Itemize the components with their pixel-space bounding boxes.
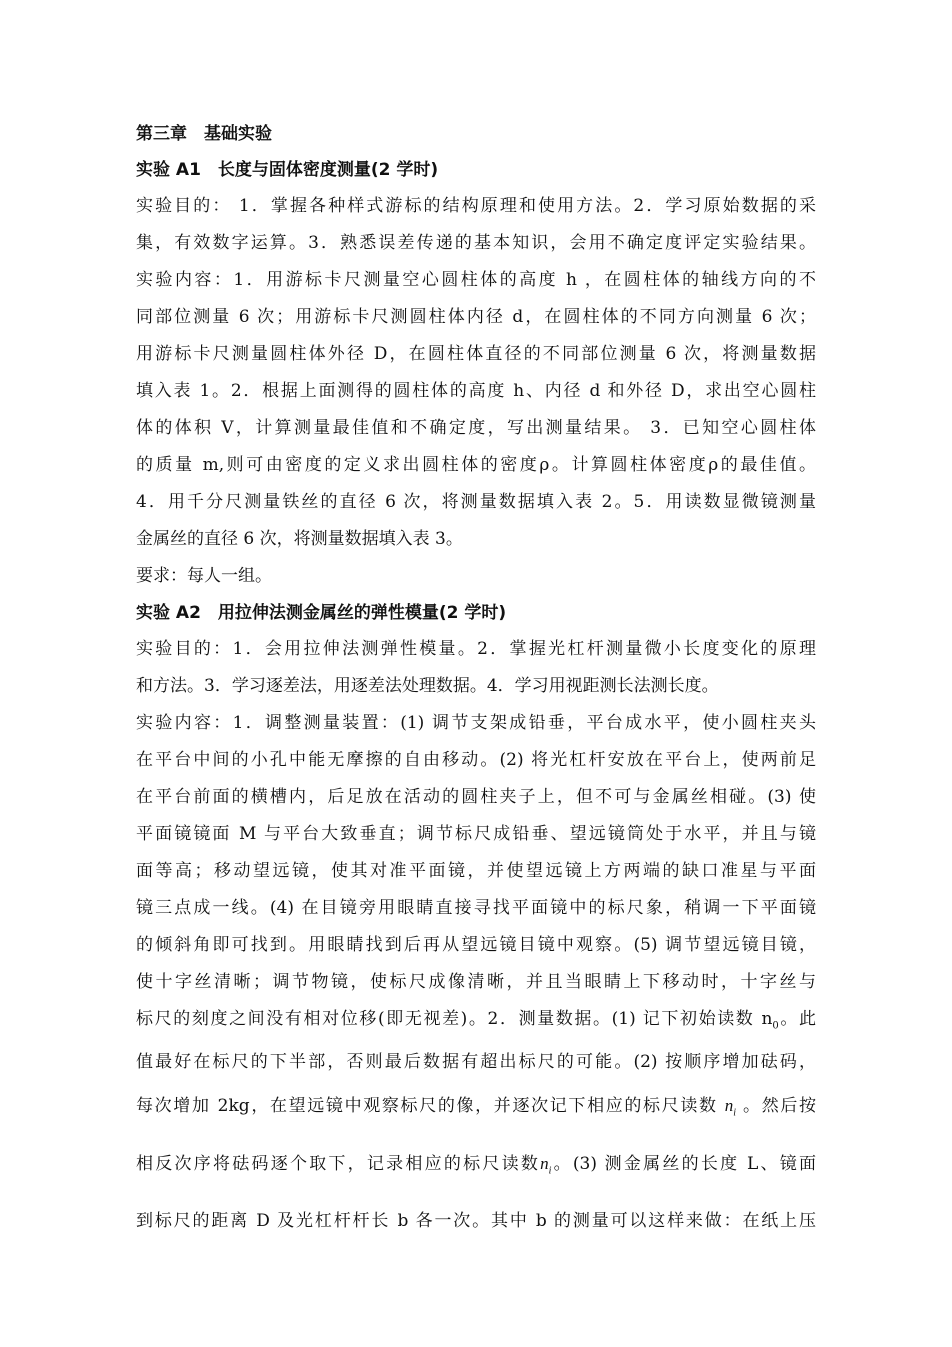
text-line: 的质量 m,则可由密度的定义求出圆柱体的密度ρ。计算圆柱体密度ρ的最佳值。 [136,455,816,475]
text-segment: 标尺的刻度之间没有相对位移(即无视差)。2．测量数据。(1) 记下初始读数 n [136,1009,773,1029]
text-segment: 。然后按 [735,1096,816,1117]
text-line: 填入表 1。2．根据上面测得的圆柱体的高度 h、内径 d 和外径 D，求出空心圆柱 [136,381,816,401]
text-line: 面等高；移动望远镜，使其对准平面镜，并使望远镜上方两端的缺口准星与平面 [136,861,816,881]
section-body-a2 [136,631,816,1246]
subscript-zero: 0 [772,1020,779,1032]
text-line: 值最好在标尺的下半部，否则最后数据有超出标尺的可能。(2) 按顺序增加砝码， [136,1052,816,1073]
text-segment: 相反次序将砝码逐个取下，记录相应的标尺读数 [136,1153,541,1174]
text-line [136,1081,816,1138]
text-line: 金属丝的直径 6 次，将测量数据填入表 3。 [136,529,463,549]
text-line [136,1139,816,1196]
math-subscript: i [733,1107,736,1119]
text-line: 平面镜镜面 M 与平台大致垂直；调节标尺成铅垂、望远镜筒处于水平，并且与镜 [136,824,816,844]
text-line: 实验目的： 1．掌握各种样式游标的结构原理和使用方法。2．学习原始数据的采 [136,196,816,216]
text-segment: 每次增加 2kg，在望远镜中观察标尺的像，并逐次记下相应的标尺读数 [136,1096,718,1117]
text-line: 要求：每人一组。 [136,566,272,586]
text-line: 同部位测量 6 次；用游标卡尺测圆柱体内径 d，在圆柱体的不同方向测量 6 次； [136,307,816,327]
text-line: 实验内容：1．用游标卡尺测量空心圆柱体的高度 h ，在圆柱体的轴线方向的不 [136,270,816,290]
text-segment: 。此 [778,1009,816,1029]
chapter-title: 第三章 基础实验 [136,124,272,144]
document-page [136,116,816,1246]
math-symbol-ni [540,1153,552,1177]
math-symbol-ni [724,1096,736,1119]
math-subscript: i [548,1165,552,1177]
text-line: 镜三点成一线。(4) 在目镜旁用眼睛直接寻找平面镜中的标尺象，稍调一下平面镜 [136,898,816,918]
text-line: 的倾斜角即可找到。用眼睛找到后再从望远镜目镜中观察。(5) 调节望远镜目镜， [136,935,816,955]
text-segment: 。(3) 测金属丝的长度 L、镜面 [551,1153,816,1174]
text-line: 体的体积 V，计算测量最佳值和不确定度，写出测量结果。 3．已知空心圆柱体 [136,418,816,438]
section-title-a2: 实验 A2 用拉伸法测金属丝的弹性模量(2 学时) [136,603,507,623]
text-line [136,1001,816,1044]
section-title-a1: 实验 A1 长度与固体密度测量(2 学时) [136,160,439,180]
text-line: 在平台中间的小孔中能无摩擦的自由移动。(2) 将光杠杆安放在平台上，使两前足 [136,750,816,770]
math-base: n [724,1096,734,1116]
text-line: 用游标卡尺测量圆柱体外径 D，在圆柱体直径的不同部位测量 6 次，将测量数据 [136,344,816,364]
math-base: n [540,1153,549,1173]
text-line: 4．用千分尺测量铁丝的直径 6 次，将测量数据填入表 2。5．用读数显微镜测量 [136,492,816,512]
text-line: 实验目的：1．会用拉伸法测弹性模量。2．掌握光杠杆测量微小长度变化的原理 [136,639,816,659]
text-line: 在平台前面的横槽内，后足放在活动的圆柱夹子上，但不可与金属丝相碰。(3) 使 [136,787,816,807]
text-line: 使十字丝清晰；调节物镜，使标尺成像清晰，并且当眼睛上下移动时，十字丝与 [136,972,816,992]
text-line: 到标尺的距离 D 及光杠杆杆长 b 各一次。其中 b 的测量可以这样来做：在纸上压 [136,1211,816,1232]
section-body-a1 [136,188,816,595]
text-line: 和方法。3．学习逐差法，用逐差法处理数据。4．学习用视距测长法测长度。 [136,676,719,696]
text-line: 实验内容：1．调整测量装置：(1) 调节支架成铅垂，平台成水平，使小圆柱夹头 [136,713,816,733]
text-line: 集，有效数字运算。3．熟悉误差传递的基本知识，会用不确定度评定实验结果。 [136,233,816,253]
